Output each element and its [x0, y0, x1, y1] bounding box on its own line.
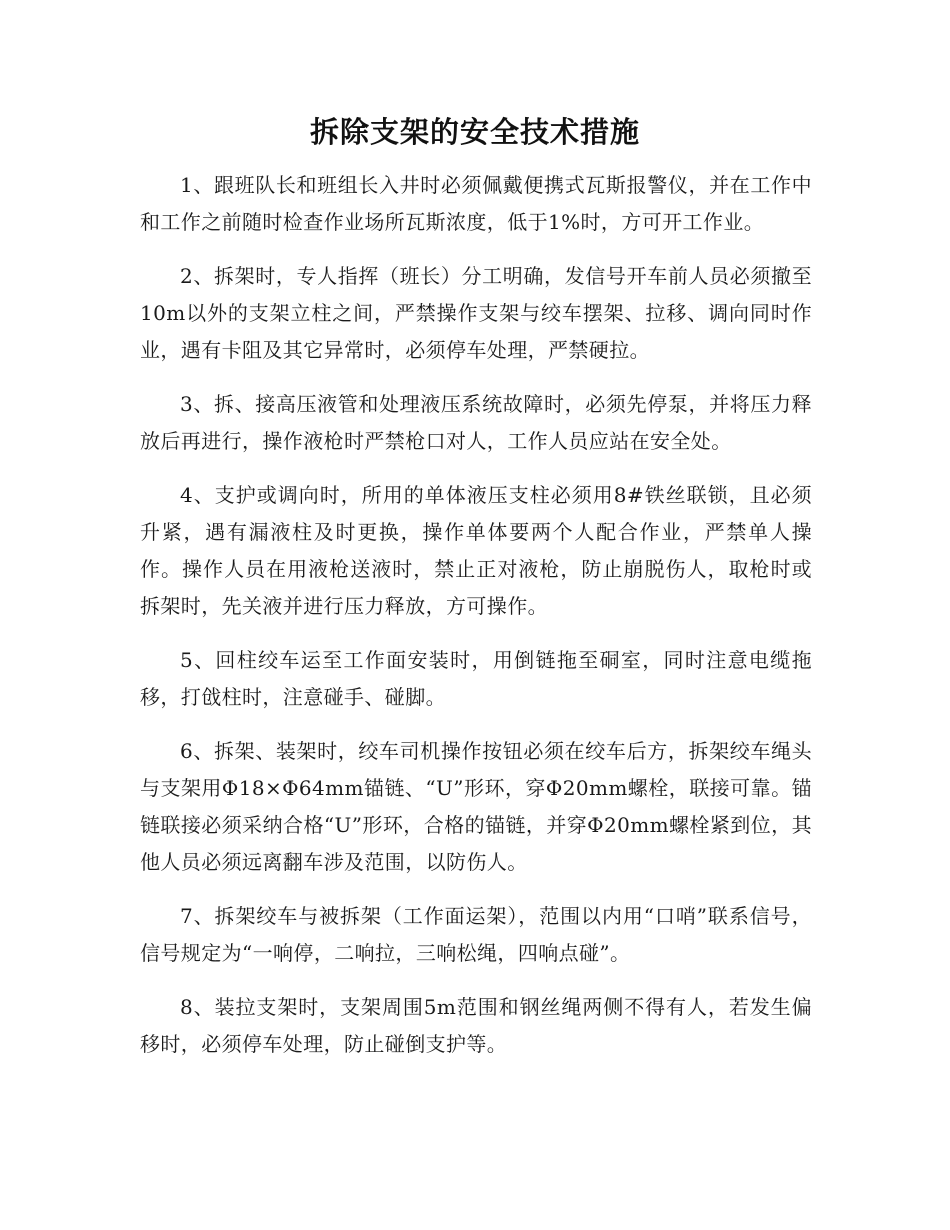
paragraph-8: 8、装拉支架时，支架周围5m范围和钢丝绳两侧不得有人，若发生偏移时，必须停车处理，防止碰倒支护等。	[140, 995, 812, 1056]
paragraph-3: 3、拆、接高压液管和处理液压系统故障时，必须先停泵，并将压力释放后再进行，操作液枪时严禁枪口对人，工作人员应站在安全处。	[140, 392, 812, 453]
paragraph-5: 5、回柱绞车运至工作面安装时，用倒链拖至硐室，同时注意电缆拖移，打戗柱时，注意碰手、碰脚。	[140, 648, 812, 709]
paragraph-1: 1、跟班队长和班组长入井时必须佩戴便携式瓦斯报警仪，并在工作中和工作之前随时检查作业场所瓦斯浓度，低于1%时，方可开工作业。	[140, 173, 812, 234]
document-body	[140, 167, 812, 1080]
document-title: 拆除支架的安全技术措施	[309, 115, 640, 149]
paragraph-2: 2、拆架时，专人指挥（班长）分工明确，发信号开车前人员必须撤至10m以外的支架立柱之间，严禁操作支架与绞车摆架、拉移、调向同时作业，遇有卡阻及其它异常时，必须停车处理，严禁硬拉。	[140, 264, 812, 362]
paragraph-4: 4、支护或调向时，所用的单体液压支柱必须用8#铁丝联锁，且必须升紧，遇有漏液柱及时更换，操作单体要两个人配合作业，严禁单人操作。操作人员在用液枪送液时，禁止正对液枪，防止崩脱伤人，取枪时或拆架时，先关液并进行压力释放，方可操作。	[140, 483, 812, 618]
paragraph-6: 6、拆架、装架时，绞车司机操作按钮必须在绞车后方，拆架绞车绳头与支架用Φ18×Φ64mm锚链、“U”形环，穿Φ20mm螺栓，联接可靠。锚链联接必须采纳合格“U”形环，合格的锚链，并穿Φ20mm螺栓紧到位，其他人员必须远离翻车涉及范围，以防伤人。	[140, 739, 812, 874]
paragraph-7: 7、拆架绞车与被拆架（工作面运架），范围以内用“口哨”联系信号，信号规定为“一响停，二响拉，三响松绳，四响点碰”。	[140, 904, 812, 965]
